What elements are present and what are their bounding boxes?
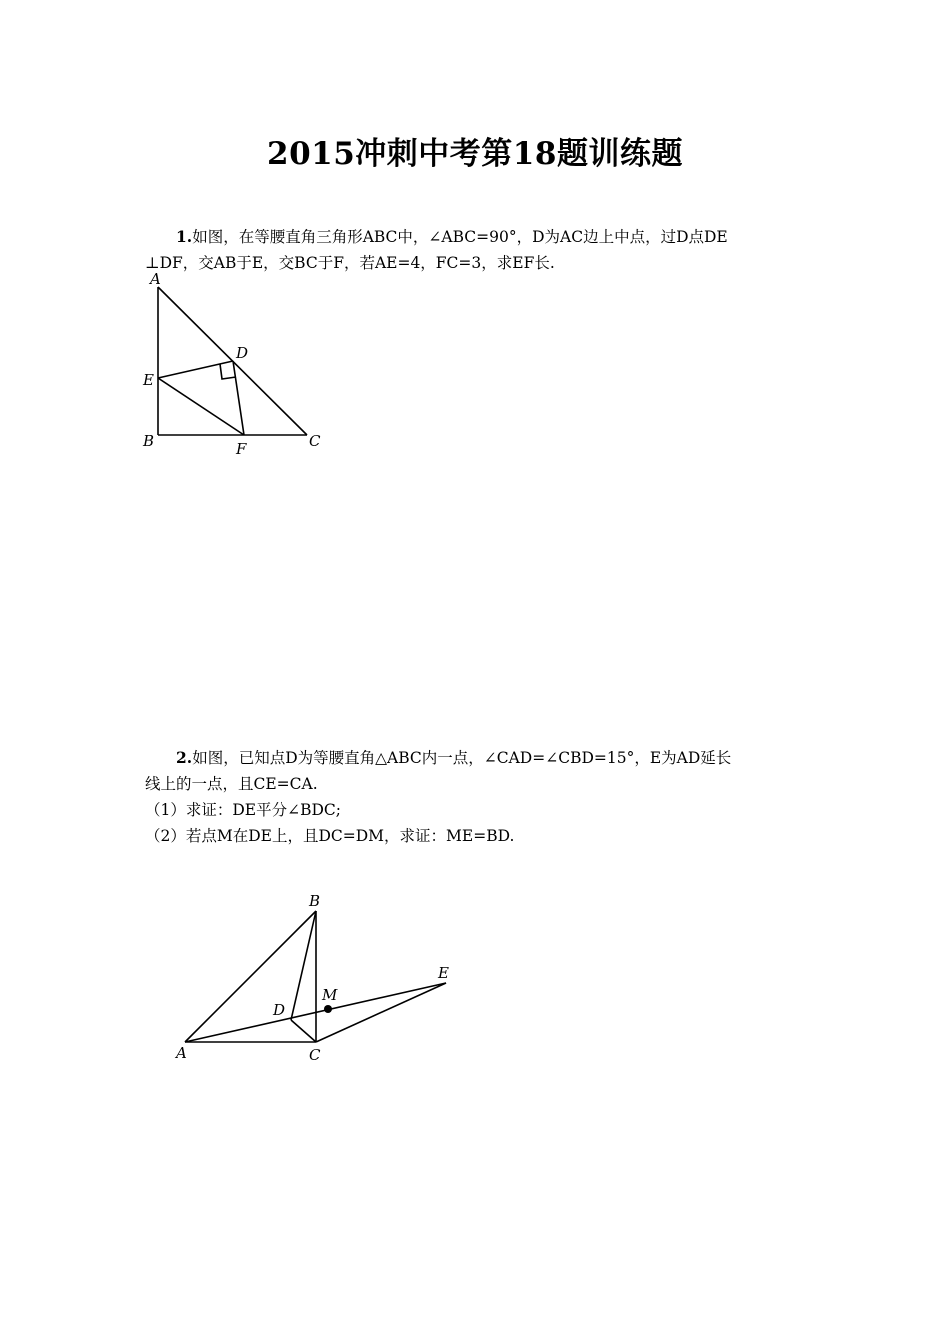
label-e: E [438, 964, 449, 982]
label-f: F [236, 440, 247, 458]
label-c: C [309, 1046, 321, 1064]
problem-2-line-1: 2.如图，已知点D为等腰直角△ABC内一点，∠CAD=∠CBD=15°，E为AD延长 [176, 748, 732, 767]
label-m: M [322, 986, 338, 1004]
page-title: 2015冲刺中考第18题训练题 [267, 136, 683, 172]
problem-1-line-2: ⊥DF，交AB于E，交BC于F，若AE=4，FC=3，求EF长. [145, 254, 555, 272]
segment-dc [291, 1020, 316, 1042]
problem-1-number: 1. [176, 227, 193, 246]
label-b: B [143, 432, 155, 450]
point-m [324, 1005, 332, 1013]
problem-2-number: 2. [176, 748, 193, 767]
segment-bd [291, 911, 316, 1020]
problem-1-line-1: 1.如图，在等腰直角三角形ABC中，∠ABC=90°，D为AC边上中点，过D点DE [176, 227, 728, 246]
label-d: D [273, 1001, 286, 1019]
problem-2-sub-1: （1）求证：DE平分∠BDC; [145, 801, 341, 819]
label-d: D [236, 344, 249, 362]
problem-2-sub-2: （2）若点M在DE上，且DC=DM，求证：ME=BD. [145, 827, 515, 845]
label-e: E [143, 371, 154, 389]
segment-ab [185, 911, 316, 1042]
label-a: A [150, 270, 161, 288]
label-b: B [309, 892, 321, 910]
label-a: A [176, 1044, 187, 1062]
label-c: C [309, 432, 321, 450]
problem-2-line-2: 线上的一点，且CE=CA. [145, 775, 318, 793]
